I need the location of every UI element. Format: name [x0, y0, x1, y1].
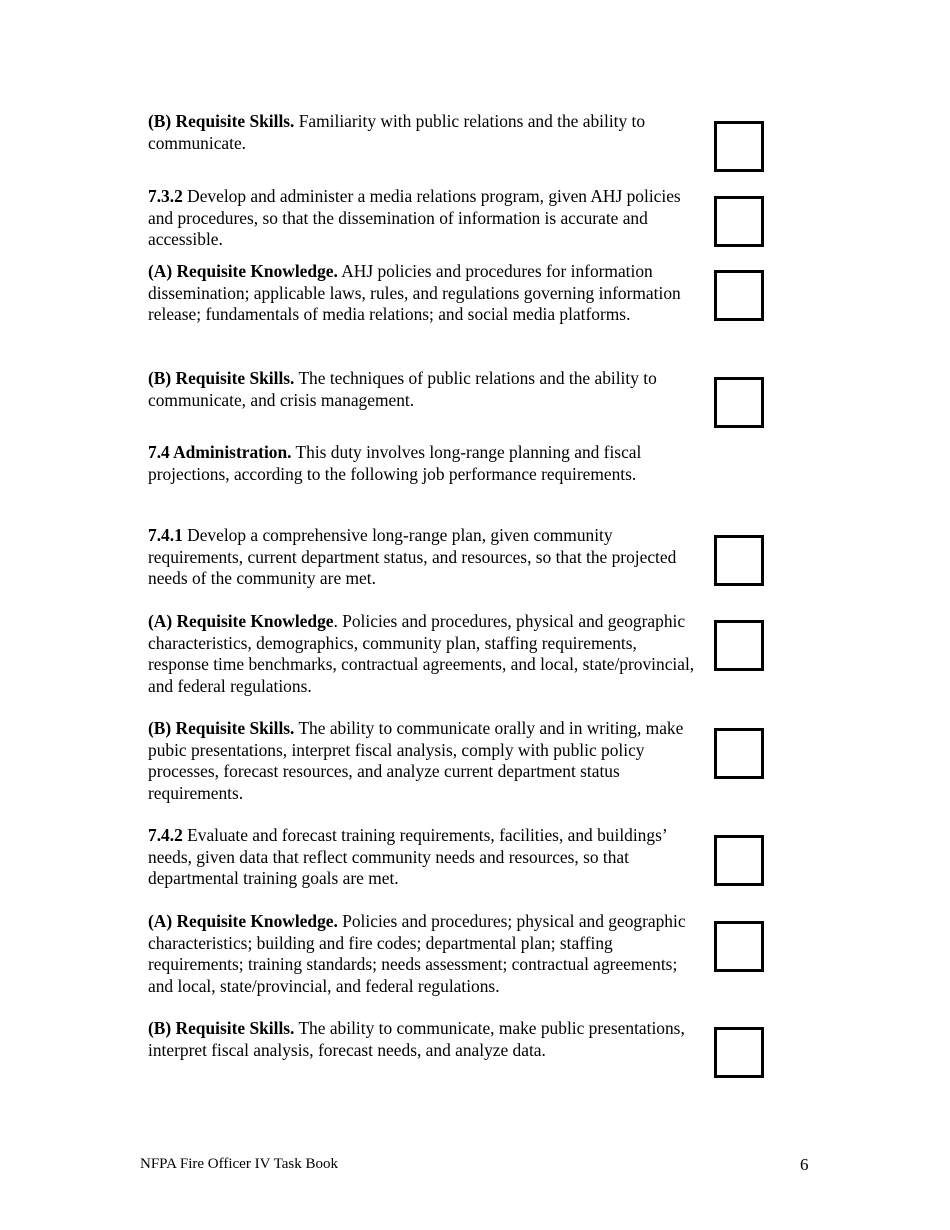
checkbox-b-skills-7-3-1[interactable]	[714, 121, 764, 172]
paragraph-7-4-2: 7.4.2 Evaluate and forecast training requirements, facilities, and buildings’ needs, given data that reflect community needs and resources, so that departmental training goals are met.	[148, 825, 667, 889]
paragraph-7-4-administration: 7.4 Administration. This duty involves long-range planning and fiscal projections, according to the following job performance requirements.	[148, 442, 642, 484]
paragraph-b-skills-7-3-2: (B) Requisite Skills. The techniques of public relations and the ability to communicate, and crisis management.	[148, 368, 657, 410]
paragraph-a-knowledge-7-3-2: (A) Requisite Knowledge. AHJ policies and procedures for information dissemination; applicable laws, rules, and regulations governing information release; fundamentals of media relations; and social media platforms.	[148, 261, 681, 325]
checkbox-b-skills-7-4-2[interactable]	[714, 1027, 764, 1078]
checkbox-7-4-2[interactable]	[714, 835, 764, 886]
paragraph-7-3-2: 7.3.2 Develop and administer a media relations program, given AHJ policies and procedures, so that the dissemination of information is accurate and accessible.	[148, 186, 681, 250]
checkbox-a-knowledge-7-4-2[interactable]	[714, 921, 764, 972]
paragraph-7-4-1: 7.4.1 Develop a comprehensive long-range plan, given community requirements, current department status, and resources, so that the projected needs of the community are met.	[148, 525, 677, 589]
checkbox-b-skills-7-4-1[interactable]	[714, 728, 764, 779]
page-number: 6	[800, 1155, 809, 1174]
paragraph-b-skills-7-4-1: (B) Requisite Skills. The ability to communicate orally and in writing, make pubic presentations, interpret fiscal analysis, comply with public policy processes, forecast resources, and analyze current department status requirements.	[148, 718, 684, 803]
checkbox-7-4-1[interactable]	[714, 535, 764, 586]
paragraph-a-knowledge-7-4-1: (A) Requisite Knowledge. Policies and procedures, physical and geographic characteristics, demographics, community plan, staffing requirements, response time benchmarks, contractual agreements, and local, state/provincial, and federal regulations.	[148, 611, 695, 696]
paragraph-b-skills-7-4-2: (B) Requisite Skills. The ability to communicate, make public presentations, interpret fiscal analysis, forecast needs, and analyze data.	[148, 1018, 685, 1060]
paragraph-a-knowledge-7-4-2: (A) Requisite Knowledge. Policies and procedures; physical and geographic characteristics; building and fire codes; departmental plan; staffing requirements; training standards; needs assessment; contractual agreements; and local, state/provincial, and federal regulations.	[148, 911, 686, 996]
footer-title: NFPA Fire Officer IV Task Book	[140, 1156, 338, 1172]
checkbox-a-knowledge-7-3-2[interactable]	[714, 270, 764, 321]
checkbox-7-3-2[interactable]	[714, 196, 764, 247]
checkbox-a-knowledge-7-4-1[interactable]	[714, 620, 764, 671]
checkbox-b-skills-7-3-2[interactable]	[714, 377, 764, 428]
paragraph-b-skills-7-3-1: (B) Requisite Skills. Familiarity with public relations and the ability to communicate.	[148, 111, 646, 153]
